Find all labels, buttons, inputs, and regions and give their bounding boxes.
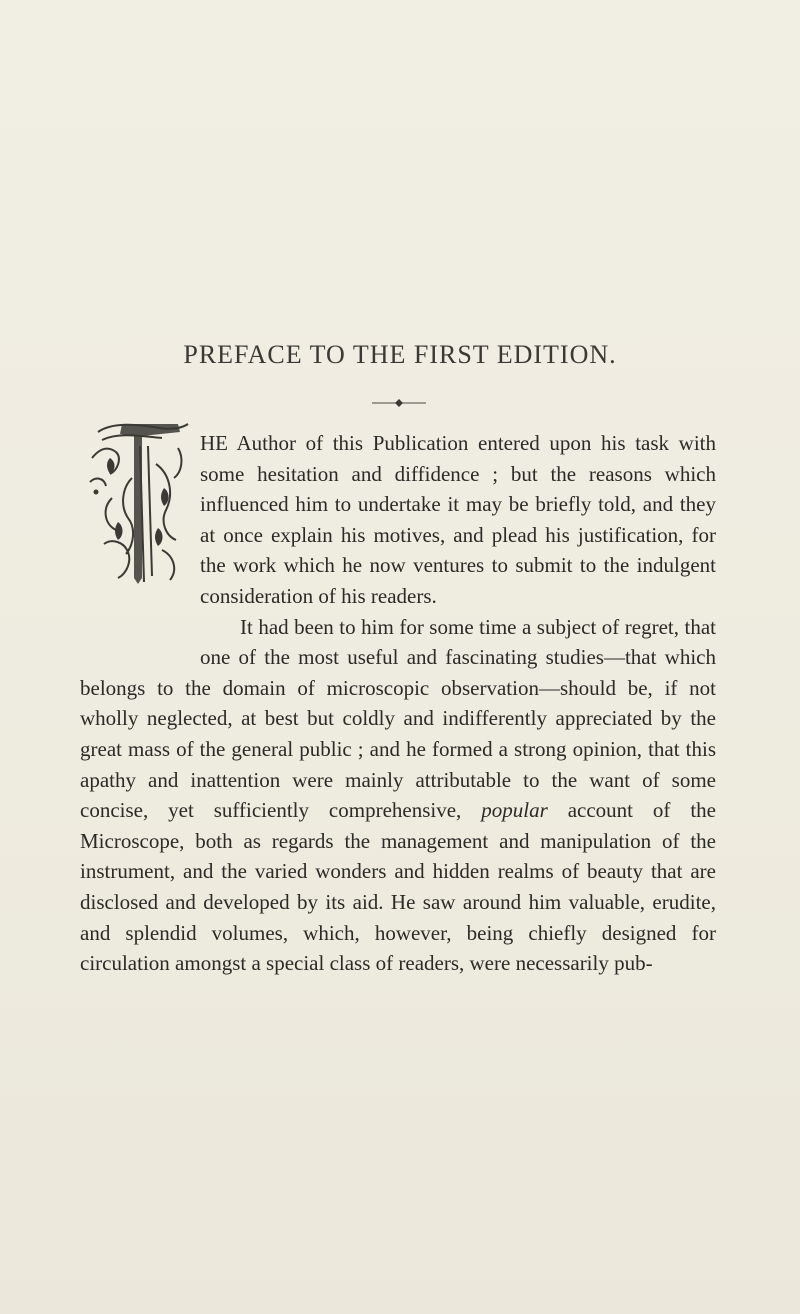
- paragraph-1: HE Author of this Publication entered upon his task with some hesitation and diffidence ; but the reasons which influenced him to undertake it may be briefly told, and they at once explain his motives, and plead his justification, for the work which he now ventures to submit to the indulgent consideration of his readers.: [200, 431, 716, 608]
- page-title: PREFACE TO THE FIRST EDITION.: [183, 340, 617, 369]
- preface-body: [80, 428, 716, 979]
- paragraph-2-emphasis: popular: [481, 798, 548, 823]
- paragraph-2-text-after: account of the Microscope, both as regards the management and manipulation of the instrument, and the varied wonders and hidden realms of beauty that are disclosed and developed by its aid. He saw around him valuable, erudite, and splendid volumes, which, however, being chiefly designed for circulation amongst a special class of readers, were necessarily pub-: [80, 798, 716, 976]
- drop-cap-spacer: [80, 428, 200, 672]
- paragraph-2-text-before: It had been to him for some time a subject of regret, that one of the most useful and fascinating studies—that which belongs to the domain of microscopic observation—should be, if not wholly neglected, at best but coldly and indifferently appreciated by the great mass of the general public ; and he formed a strong opinion, that this apathy and inattention were mainly attributable to the want of some concise, yet sufficiently comprehensive,: [80, 614, 716, 823]
- ornamental-divider: [372, 398, 426, 408]
